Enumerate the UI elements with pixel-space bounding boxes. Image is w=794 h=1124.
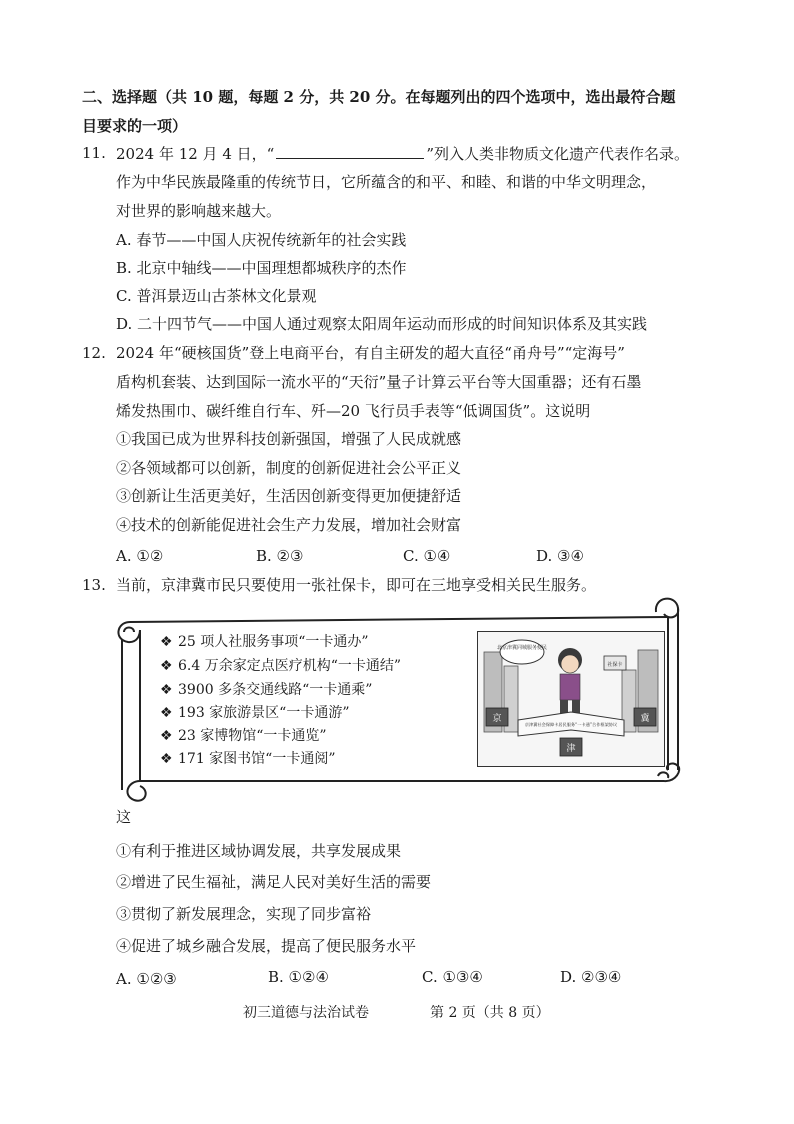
diamond-bullet-icon: ❖ bbox=[160, 751, 173, 767]
diamond-bullet-icon: ❖ bbox=[160, 728, 173, 744]
q11-stem-line3: 对世界的影响越来越大。 bbox=[116, 202, 282, 220]
diamond-bullet-icon: ❖ bbox=[160, 705, 173, 721]
section-heading-line1: 二、选择题（共 10 题，每题 2 分，共 20 分。在每题列出的四个选项中，选出最符合题 bbox=[82, 88, 676, 106]
q12-statement-3: ③创新让生活更美好，生活因创新变得更加便捷舒适 bbox=[116, 487, 462, 505]
cartoon-left-block-text: 京 bbox=[492, 714, 502, 724]
q13-bullet-text: 6.4 万余家定点医疗机构“一卡通结” bbox=[178, 658, 402, 674]
q11-number: 11. bbox=[82, 144, 106, 162]
q13-cartoon bbox=[477, 631, 665, 767]
q13-choice-d: D. ②③④ bbox=[560, 968, 622, 986]
cartoon-bottom-block-text: 津 bbox=[566, 744, 576, 754]
diamond-bullet-icon: ❖ bbox=[160, 682, 173, 698]
q13-choice-a: A. ①②③ bbox=[116, 970, 177, 988]
q11-stem-line2: 作为中华民族最隆重的传统节日，它所蕴含的和平、和睦、和谐的中华文明理念， bbox=[116, 173, 657, 191]
q13-zhe: 这 bbox=[116, 808, 132, 826]
q11-stem-post: ”列入人类非物质文化遗产代表作名录。 bbox=[426, 145, 689, 163]
q13-bullet-4 bbox=[160, 706, 350, 720]
q13-bullet-1 bbox=[160, 635, 369, 649]
q12-stem-line1: 2024 年“硬核国货”登上电商平台，有自主研发的超大直径“甬舟号”“定海号” bbox=[116, 344, 625, 362]
q11-option-d: D. 二十四节气——中国人通过观察太阳周年运动而形成的时间知识体系及其实践 bbox=[116, 315, 648, 333]
q13-statement-4: ④促进了城乡融合发展，提高了便民服务水平 bbox=[116, 937, 417, 955]
q13-stem: 当前，京津冀市民只要使用一张社保卡，即可在三地享受相关民生服务。 bbox=[116, 576, 597, 594]
q11-stem-pre: 2024 年 12 月 4 日，“ bbox=[116, 145, 275, 163]
q12-choice-a: A. ①② bbox=[116, 547, 164, 565]
footer-page: 第 2 页（共 8 页） bbox=[430, 1005, 550, 1021]
diamond-bullet-icon: ❖ bbox=[160, 658, 173, 674]
section-heading-line2: 目要求的一项） bbox=[82, 117, 188, 135]
q13-number: 13. bbox=[82, 576, 106, 594]
q13-bullet-text: 193 家旅游景区“一卡通游” bbox=[178, 705, 350, 721]
q11-option-c: C. 普洱景迈山古茶林文化景观 bbox=[116, 287, 317, 305]
diamond-bullet-icon: ❖ bbox=[160, 634, 173, 650]
q13-bullet-text: 3900 多条交通线路“一卡通乘” bbox=[178, 682, 373, 698]
q13-bullet-text: 171 家图书馆“一卡通阅” bbox=[178, 751, 336, 767]
cartoon-illustration bbox=[478, 632, 664, 766]
q13-choice-c: C. ①③④ bbox=[422, 968, 483, 986]
q13-bullet-2 bbox=[160, 659, 401, 673]
q12-stem-line2: 盾构机套装、达到国际一流水平的“天衍”量子计算云平台等大国重器；还有石墨 bbox=[116, 373, 642, 391]
q13-bullet-3 bbox=[160, 683, 372, 697]
q12-stem-line3: 烯发热围巾、碳纤维自行车、歼—20 飞行员手表等“低调国货”。这说明 bbox=[116, 402, 591, 420]
q12-choice-b: B. ②③ bbox=[256, 547, 304, 565]
q13-statement-1: ①有利于推进区域协调发展，共享发展成果 bbox=[116, 842, 402, 860]
cartoon-book-text: 京津冀社会保障卡居民服务“一卡通”合作框架协议 bbox=[524, 722, 618, 727]
q12-choice-c: C. ①④ bbox=[403, 547, 451, 565]
q13-bullet-5 bbox=[160, 729, 327, 743]
footer-title: 初三道德与法治试卷 bbox=[243, 1005, 369, 1021]
cartoon-sign-text: 北京津冀同城服务便民 bbox=[496, 645, 548, 651]
q11-option-a: A. 春节——中国人庆祝传统新年的社会实践 bbox=[116, 231, 407, 249]
q13-statement-3: ③贯彻了新发展理念，实现了同步富裕 bbox=[116, 905, 372, 923]
q13-statement-2: ②增进了民生福祉，满足人民对美好生活的需要 bbox=[116, 873, 432, 891]
q12-statement-2: ②各领域都可以创新，制度的创新促进社会公平正义 bbox=[116, 459, 462, 477]
q13-bullet-6 bbox=[160, 752, 336, 766]
cartoon-card-text: 社保卡 bbox=[607, 662, 623, 668]
q13-bullet-text: 25 项人社服务事项“一卡通办” bbox=[178, 634, 369, 650]
q12-number: 12. bbox=[82, 344, 106, 362]
q12-choice-d: D. ③④ bbox=[536, 547, 584, 565]
q12-statement-4: ④技术的创新能促进社会生产力发展，增加社会财富 bbox=[116, 516, 462, 534]
q12-statement-1: ①我国已成为世界科技创新强国，增强了人民成就感 bbox=[116, 430, 462, 448]
cartoon-right-block-text: 冀 bbox=[640, 714, 650, 724]
q11-option-b: B. 北京中轴线——中国理想都城秩序的杰作 bbox=[116, 259, 407, 277]
q13-choice-b: B. ①②④ bbox=[268, 968, 329, 986]
q13-bullet-text: 23 家博物馆“一卡通览” bbox=[178, 728, 327, 744]
